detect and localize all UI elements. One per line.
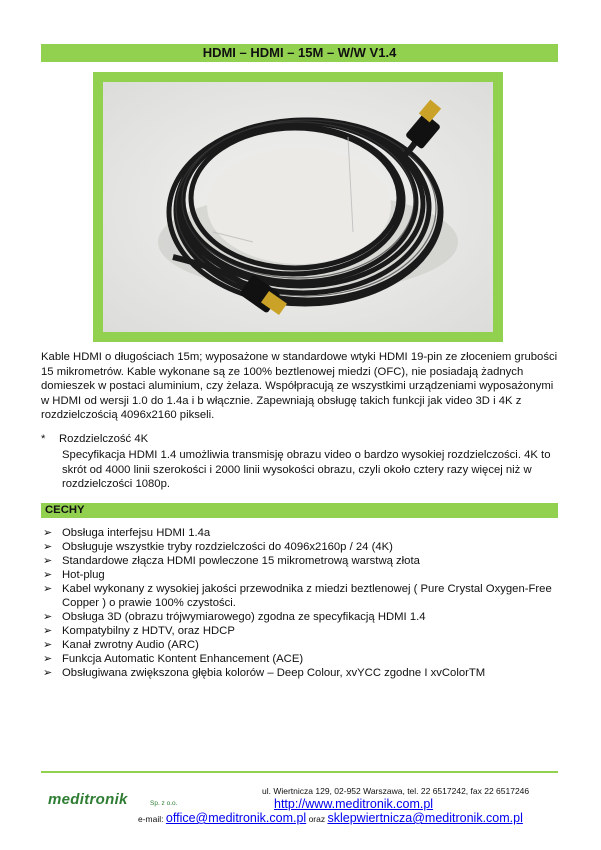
hdmi-cable-image — [103, 82, 493, 332]
arrow-bullet-icon: ➢ — [43, 569, 53, 581]
email-link-office[interactable]: office@meditronik.com.pl — [165, 811, 307, 825]
list-item: ➢ Kanał zwrotny Audio (ARC) — [43, 639, 199, 651]
arrow-bullet-icon: ➢ — [43, 611, 53, 623]
email-row — [138, 811, 523, 825]
arrow-bullet-icon: ➢ — [43, 653, 53, 665]
list-item: ➢ Obsługa 3D (obrazu trójwymiarowego) zgodna ze specyfikacją HDMI 1.4 — [43, 611, 426, 623]
product-photo-frame — [93, 72, 503, 342]
arrow-bullet-icon: ➢ — [43, 583, 53, 595]
list-item: ➢ Obsługuje wszystkie tryby rozdzielczości do 4096x2160p / 24 (4K) — [43, 541, 393, 553]
resolution-heading-text: Rozdzielczość 4K — [59, 433, 149, 445]
company-logo: meditronik — [48, 791, 128, 808]
arrow-bullet-icon: ➢ — [43, 625, 53, 637]
website-link[interactable]: http://www.meditronik.com.pl — [274, 797, 434, 811]
cable-coil-illustration — [103, 82, 493, 332]
arrow-bullet-icon: ➢ — [43, 639, 53, 651]
resolution-heading — [41, 432, 148, 446]
list-item: ➢ Kompatybilny z HDTV, oraz HDCP — [43, 625, 235, 637]
resolution-description: Specyfikacja HDMI 1.4 umożliwia transmisję obrazu video o bardzo wysokiej rozdzielczości. 4K to skrót od 4000 linii szerokości i 2000 linii wysokości obrazu, czyli około cztery razy więcej niż w rozdzielczości 1080p. — [62, 449, 551, 490]
list-item: ➢ Obsługiwana zwiększona głębia kolorów – Deep Colour, xvYCC zgodne I xvColorTM — [43, 667, 486, 679]
features-heading: CECHY — [41, 503, 558, 518]
list-item: ➢ Obsługa interfejsu HDMI 1.4a — [43, 527, 211, 539]
email-link-shop[interactable]: sklepwiertnicza@meditronik.com.pl — [327, 811, 523, 825]
footer-divider — [41, 771, 558, 773]
bullet-marker: * — [41, 433, 46, 445]
list-item: ➢ Funkcja Automatic Kontent Enhancement (ACE) — [43, 653, 304, 665]
email-label: e-mail: — [138, 814, 164, 824]
page-title: HDMI – HDMI – 15M – W/W V1.4 — [41, 44, 558, 62]
list-item: ➢ Hot-plug — [43, 569, 105, 581]
arrow-bullet-icon: ➢ — [43, 667, 53, 679]
features-list — [41, 526, 561, 680]
arrow-bullet-icon: ➢ — [43, 555, 53, 567]
arrow-bullet-icon: ➢ — [43, 541, 53, 553]
list-item: ➢ Standardowe złącza HDMI powleczone 15 mikrometrową warstwą złota — [43, 555, 420, 567]
product-description: Kable HDMI o długościach 15m; wyposażone w standardowe wtyki HDMI 19-pin ze złoceniem grubości 15 mikrometrów. Kable wykonane są ze 100% beztlenowej miedzi (OFC), nie posiadają żadnych domieszek w postaci aluminium, czy żelaza. Współpracują ze wszystkimi urządzeniami wyposażonymi w HDMI od wersji 1.0 do 1.4a i b włącznie. Zapewniają obsługę takich funkcji jak video 3D i 4K z rozdzielczością 4096x2160 pikseli. — [41, 351, 558, 421]
email-joiner: oraz — [308, 814, 326, 824]
arrow-bullet-icon: ➢ — [43, 527, 53, 539]
company-legal-form: Sp. z o.o. — [150, 800, 178, 807]
list-item: ➢ Kabel wykonany z wysokiej jakości przewodnika z miedzi beztlenowej ( Pure Crystal Oxygen-Free Copper ) o prawie 100% czystości. — [43, 583, 552, 609]
company-address: ul. Wiertnicza 129, 02-952 Warszawa, tel. 22 6517242, fax 22 6517246 — [262, 786, 530, 796]
